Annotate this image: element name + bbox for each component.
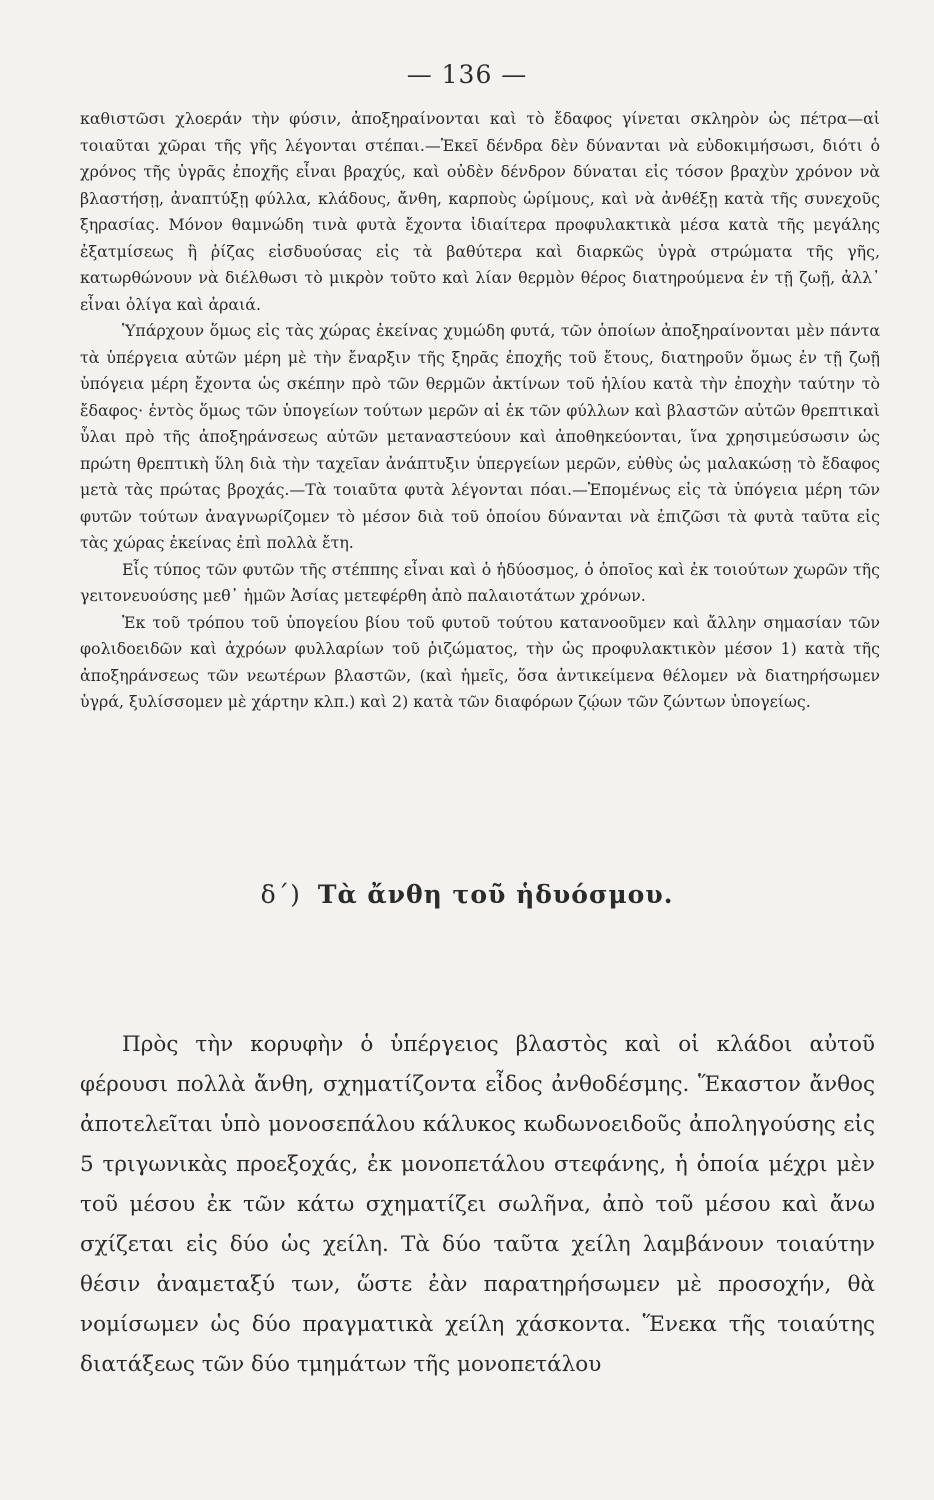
section-number: δ´)	[260, 880, 301, 909]
page-number: — 136 —	[406, 60, 528, 89]
paragraph-flowers: Πρὸς τὴν κορυφὴν ὁ ὑπέργειος βλαστὸς καὶ οἱ κλάδοι αὐτοῦ φέρουσι πολλὰ ἄνθη, σχηματίζοντα εἶδος ἀνθοδέσμης. Ἕκαστον ἄνθος ἀποτελεῖται ὑπὸ μονοσεπάλου κάλυκος κωδωνοειδοῦς ἀποληγούσης εἰς 5 τριγωνικὰς προεξοχάς, ἐκ μονοπετάλου στεφάνης, ἡ ὁποία μέχρι μὲν τοῦ μέσου ἐκ τῶν κάτω σχηματίζει σωλῆνα, ἀπὸ τοῦ μέσου καὶ ἄνω σχίζεται εἰς δύο ὡς χείλη. Τὰ δύο ταῦτα χείλη λαμβάνουν τοιαύτην θέσιν ἀναμεταξύ των, ὥστε ἐὰν παρατηρήσωμεν μὲ προσοχήν, θὰ νομίσωμεν ὡς δύο πραγματικὰ χείλη χάσκοντα. Ἕνεκα τῆς τοιαύτης διατάξεως τῶν δύο τμημάτων τῆς μονοπετάλου	[80, 1032, 875, 1377]
paragraph-steppe-conditions: καθιστῶσι χλοεράν τὴν φύσιν, ἀποξηραίνονται καὶ τὸ ἔδαφος γίνεται σκληρὸν ὡς πέτρα—αἱ τοιαῦται χῶραι τῆς γῆς λέγονται στέπαι.—Ἐκεῖ δένδρα δὲν δύνανται νὰ εὐδοκιμήσωσι, διότι ὁ χρόνος τῆς ὑγρᾶς ἐποχῆς εἶναι βραχύς, καὶ οὐδὲν δένδρον δύναται εἰς τόσον βραχὺν χρόνον νὰ βλαστήσῃ, ἀναπτύξῃ φύλλα, κλάδους, ἄνθη, καρποὺς ὡρίμους, καὶ νὰ ἀνθέξῃ κατὰ τῆς συνεχοῦς ξηρασίας. Μόνον θαμνώδη τινὰ φυτὰ ἔχοντα ἰδιαίτερα προφυλακτικὰ μέσα κατὰ τῆς μεγάλης ἐξατμίσεως ἢ ῥίζας εἰσδυούσας εἰς τὰ βαθύτερα καὶ διαρκῶς ὑγρὰ στρώματα τῆς γῆς, κατωρθώνουν νὰ διέλθωσι τὸ μικρὸν τοῦτο καὶ λίαν θερμὸν θέρος διατηρούμενα ἐν τῇ ζωῇ, ἀλλ᾽ εἶναι ὀλίγα καὶ ἀραιά.	[80, 109, 880, 314]
paragraph-succulent-plants: Ὑπάρχουν ὅμως εἰς τὰς χώρας ἐκείνας χυμώδη φυτά, τῶν ὁποίων ἀποξηραίνονται μὲν πάντα τὰ ὑπέργεια αὐτῶν μέρη μὲ τὴν ἔναρξιν τῆς ξηρᾶς ἐποχῆς τοῦ ἔτους, διατηροῦν ὅμως ἐν τῇ ζωῇ ὑπόγεια μέρη ἔχοντα ὡς σκέπην πρὸ τῶν θερμῶν ἀκτίνων τοῦ ἡλίου κατὰ τὴν ἐποχὴν ταύτην τὸ ἔδαφος· ἐντὸς ὅμως τῶν ὑπογείων τούτων μερῶν αἱ ἐκ τῶν φύλλων καὶ βλαστῶν αὐτῶν θρεπτικαὶ ὗλαι πρὸ τῆς ἀποξηράνσεως αὐτῶν μεταναστεύουν καὶ ἀποθηκεύονται, ἵνα χρησιμεύσωσιν ὡς πρώτη θρεπτικὴ ὕλη διὰ τὴν ταχεῖαν ἀνάπτυξιν ὑπεργείων μερῶν, εὐθὺς ὡς μαλακώσῃ τὸ ἔδαφος μετὰ τὰς πρώτας βροχάς.—Τὰ τοιαῦτα φυτὰ λέγονται πόαι.—Ἑπομένως εἰς τὰ ὑπόγεια μέρη τῶν φυτῶν τούτων ἀναγνωρίζομεν τὸ μέσον διὰ τοῦ ὁποίου δύνανται νὰ ἐπιζῶσι τὰ φυτὰ ταῦτα εἰς τὰς χώρας ἐκείνας ἐπὶ πολλὰ ἔτη.	[80, 321, 880, 552]
section-title: Τὰ ἄνθη τοῦ ἡδυόσμου.	[317, 880, 674, 909]
section-heading	[0, 880, 934, 909]
body-text-small	[80, 106, 880, 716]
body-text-large	[80, 1025, 875, 1385]
paragraph-mint-origin: Εἷς τύπος τῶν φυτῶν τῆς στέππης εἶναι καὶ ὁ ἡδύοσμος, ὁ ὁποῖος καὶ ἐκ τοιούτων χωρῶν τῆς γειτονευούσης μεθ᾽ ἡμῶν Ἀσίας μετεφέρθη ἀπὸ παλαιοτάτων χρόνων.	[80, 559, 880, 605]
paragraph-protective-means: Ἐκ τοῦ τρόπου τοῦ ὑπογείου βίου τοῦ φυτοῦ τούτου κατανοοῦμεν καὶ ἄλλην σημασίαν τῶν φολιδοειδῶν καὶ ἀχρόων φυλλαρίων τοῦ ῥιζώματος, τὴν ὡς προφυλακτικὸν μέσον 1) κατὰ τῆς ἀποξηράνσεως τῶν νεωτέρων βλαστῶν, (καὶ ἡμεῖς, ὅσα ἀντικείμενα θέλομεν νὰ διατηρήσωμεν ὑγρά, ξυλίσσομεν μὲ χάρτην κλπ.) καὶ 2) κατὰ τῶν διαφόρων ζῴων τῶν ζώντων ὑπογείως.	[80, 612, 880, 711]
